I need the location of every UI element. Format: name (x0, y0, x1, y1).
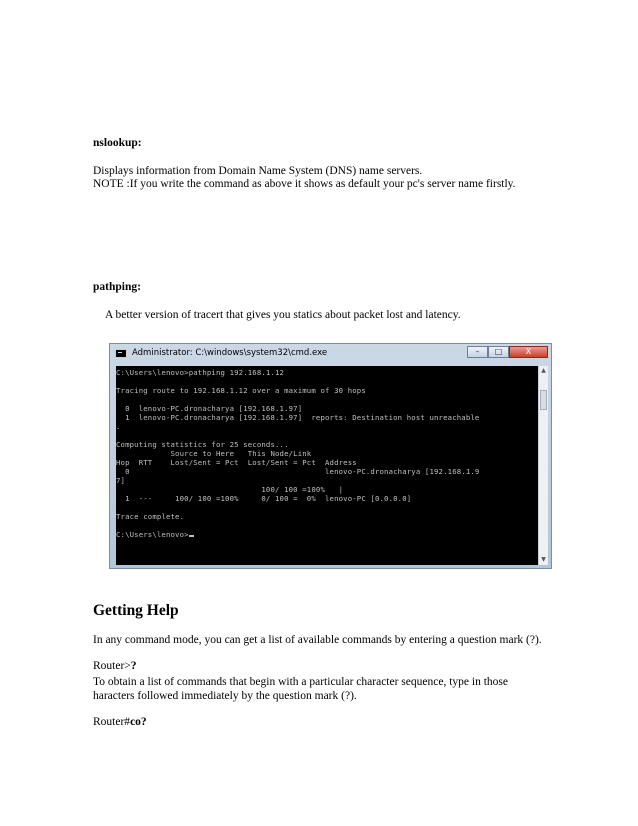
console-output[interactable] (116, 366, 541, 565)
router-co-example (93, 715, 147, 729)
scroll-down-icon[interactable]: ▼ (541, 556, 546, 563)
console-line: Computing statistics for 25 seconds... (116, 440, 289, 449)
cmd-app-icon (115, 349, 127, 358)
scroll-up-icon[interactable]: ▲ (541, 367, 546, 374)
console-line: 0 lenovo-PC.dronacharya [192.168.1.9 (116, 467, 480, 476)
cmd-titlebar (110, 344, 551, 364)
cmd-window-screenshot (109, 343, 552, 569)
pathping-heading: pathping: (93, 281, 141, 293)
nslookup-heading: nslookup: (93, 137, 142, 149)
nslookup-description: Displays information from Domain Name System (DNS) name servers. (93, 165, 423, 177)
console-scrollbar[interactable] (538, 366, 548, 565)
help-text-line-2: haracters followed immediately by the question mark (?). (93, 690, 357, 702)
console-line: 1 lenovo-PC.dronacharya [192.168.1.97] reports: Destination host unreachable (116, 413, 480, 422)
console-line: C:\Users\lenovo>pathping 192.168.1.12 (116, 368, 285, 377)
console-prompt-line (116, 530, 194, 539)
console-prompt: C:\Users\lenovo> (116, 530, 189, 539)
console-line: Source to Here This Node/Link (116, 449, 312, 458)
help-text-line-1: To obtain a list of commands that begin with a particular character sequence, type in those (93, 676, 508, 688)
help-intro: In any command mode, you can get a list of available commands by entering a question mark (?). (93, 634, 542, 646)
router-prompt-privileged: Router# (93, 716, 131, 728)
console-line: 1 --- 100/ 100 =100% 0/ 100 = 0% lenovo-PC [0.0.0.0] (116, 494, 412, 503)
nslookup-note: NOTE :If you write the command as above it shows as default your pc's server name firstly. (93, 178, 516, 190)
console-line: Tracing route to 192.168.1.12 over a maximum of 30 hops (116, 386, 366, 395)
maximize-button[interactable]: □ (488, 346, 509, 358)
console-line: 100/ 100 =100% | (116, 485, 344, 494)
console-cursor (189, 535, 194, 537)
router-co-command: co? (130, 716, 147, 728)
router-help-example (93, 659, 137, 673)
console-line: 7] (116, 476, 126, 485)
console-line: Trace complete. (116, 512, 185, 521)
router-help-command: ? (130, 660, 137, 672)
scroll-thumb[interactable] (540, 390, 547, 410)
getting-help-heading: Getting Help (93, 602, 179, 619)
close-button[interactable]: X (509, 346, 548, 358)
router-prompt-user: Router> (93, 660, 131, 672)
minimize-button[interactable]: – (467, 346, 488, 358)
pathping-description: A better version of tracert that gives you statics about packet lost and latency. (105, 309, 461, 321)
console-line: Hop RTT Lost/Sent = Pct Lost/Sent = Pct Address (116, 458, 357, 467)
cmd-window-title: Administrator: C:\windows\system32\cmd.exe (132, 348, 328, 358)
console-line: 0 lenovo-PC.dronacharya [192.168.1.97] (116, 404, 303, 413)
console-line: . (116, 422, 121, 431)
